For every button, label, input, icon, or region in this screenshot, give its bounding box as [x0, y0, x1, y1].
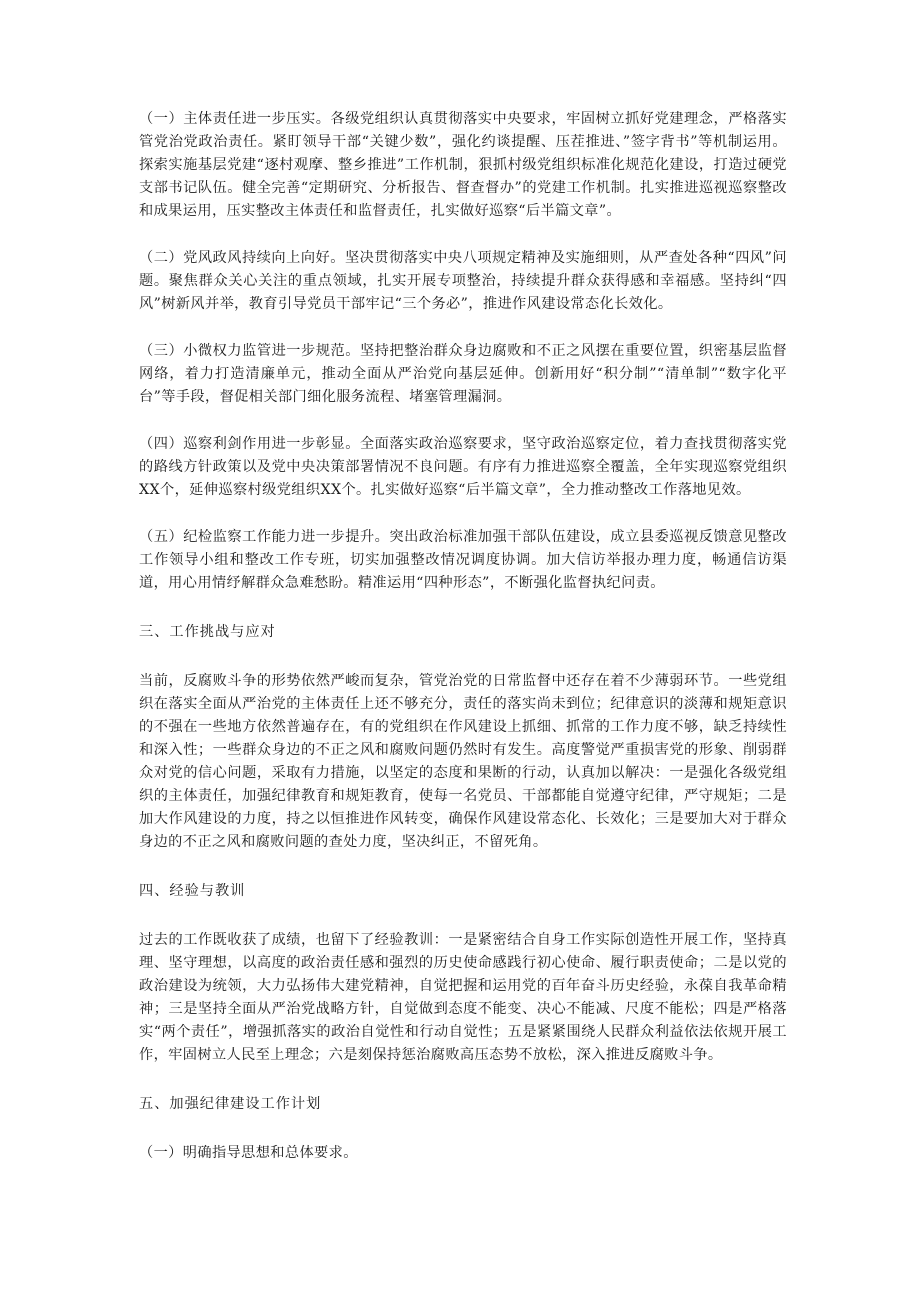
paragraph-lessons: 过去的工作既收获了成绩，也留下了经验教训：一是紧密结合自身工作实际创造性开展工作，坚持真理、坚守理想，以高度的政治责任感和强烈的历史使命感践行初心使命、履行职责使命；二是以党的政治建设为统领，大力弘扬伟大建党精神，自觉把握和运用党的百年奋斗历史经验，永葆自我革命精神；三是坚持全面从严治党战略方针，自觉做到态度不能变、决心不能减、尺度不能松；四是严格落实“两个责任”，增强抓落实的政治自觉性和行动自觉性；五是紧紧围绕人民群众利益依法依规开展工作，牢固树立人民至上理念；六是刻保持惩治腐败高压态势不放松，深入推进反腐败斗争。	[139, 932, 787, 1063]
section-heading-challenges: 三、工作挑战与应对	[139, 624, 276, 640]
section-heading-lessons: 四、经验与教训	[139, 883, 246, 899]
paragraph-inspection: （四）巡察利剑作用进一步彰显。全面落实政治巡察要求，坚守政治巡察定位，着力查找贯彻落实党的路线方针政策以及党中央决策部署情况不良问题。有序有力推进巡察全覆盖，全年实现巡察党组织XX个，延伸巡察村级党组织XX个。扎实做好巡察“后半篇文章”，全力推动整改工作落地见效。	[139, 436, 787, 498]
paragraph-discipline-capacity: （五）纪检监察工作能力进一步提升。突出政治标准加强干部队伍建设，成立县委巡视反馈意见整改工作领导小组和整改工作专班，切实加强整改情况调度协调。加大信访举报办理力度，畅通信访渠道，用心用情纾解群众急难愁盼。精准运用“四种形态”，不断强化监督执纪问责。	[139, 529, 787, 591]
paragraph-micro-power: （三）小微权力监管进一步规范。坚持把整治群众身边腐败和不正之风摆在重要位置，织密基层监督网络，着力打造清廉单元，推动全面从严治党向基层延伸。创新用好“积分制”“清单制”“数字化平台”等手段，督促相关部门细化服务流程、堵塞管理漏洞。	[139, 343, 787, 405]
paragraph-party-style: （二）党风政风持续向上向好。坚决贯彻落实中央八项规定精神及实施细则，从严查处各种“四风”问题。聚焦群众关心关注的重点领域，扎实开展专项整治，持续提升群众获得感和幸福感。坚持纠“四风”树新风并举，教育引导党员干部牢记“三个务必”，推进作风建设常态化长效化。	[139, 250, 787, 312]
paragraph-main-responsibility: （一）主体责任进一步压实。各级党组织认真贯彻落实中央要求，牢固树立抓好党建理念，严格落实管党治党政治责任。紧盯领导干部“关键少数”，强化约谈提醒、压茬推进、”签字背书”等机制运用。探索实施基层党建“逐村观摩、整乡推进”工作机制，狠抓村级党组织标准化规范化建设，打造过硬党支部书记队伍。健全完善“定期研究、分析报告、督查督办”的党建工作机制。扎实推进巡视巡察整改和成果运用，压实整改主体责任和监督责任，扎实做好巡察“后半篇文章”。	[139, 111, 787, 219]
paragraph-guiding-thought: （一）明确指导思想和总体要求。	[139, 1145, 358, 1161]
section-heading-plan: 五、加强纪律建设工作计划	[139, 1096, 322, 1112]
document-page	[139, 108, 787, 1165]
paragraph-challenges: 当前，反腐败斗争的形势依然严峻而复杂，管党治党的日常监督中还存在着不少薄弱环节。一些党组织在落实全面从严治党的主体责任上还不够充分，责任的落实尚未到位；纪律意识的淡薄和规矩意识的不强在一些地方依然普遍存在，有的党组织在作风建设上抓细、抓常的工作力度不够，缺乏持续性和深入性；一些群众身边的不正之风和腐败问题仍然时有发生。高度警觉严重损害党的形象、削弱群众对党的信心问题，采取有力措施，以坚定的态度和果断的行动，认真加以解决：一是强化各级党组织的主体责任，加强纪律教育和规矩教育，使每一名党员、干部都能自觉遵守纪律，严守规矩；二是加大作风建设的力度，持之以恒推进作风转变，确保作风建设常态化、长效化；三是要加大对于群众身边的不正之风和腐败问题的查处力度，坚决纠正，不留死角。	[139, 673, 787, 850]
